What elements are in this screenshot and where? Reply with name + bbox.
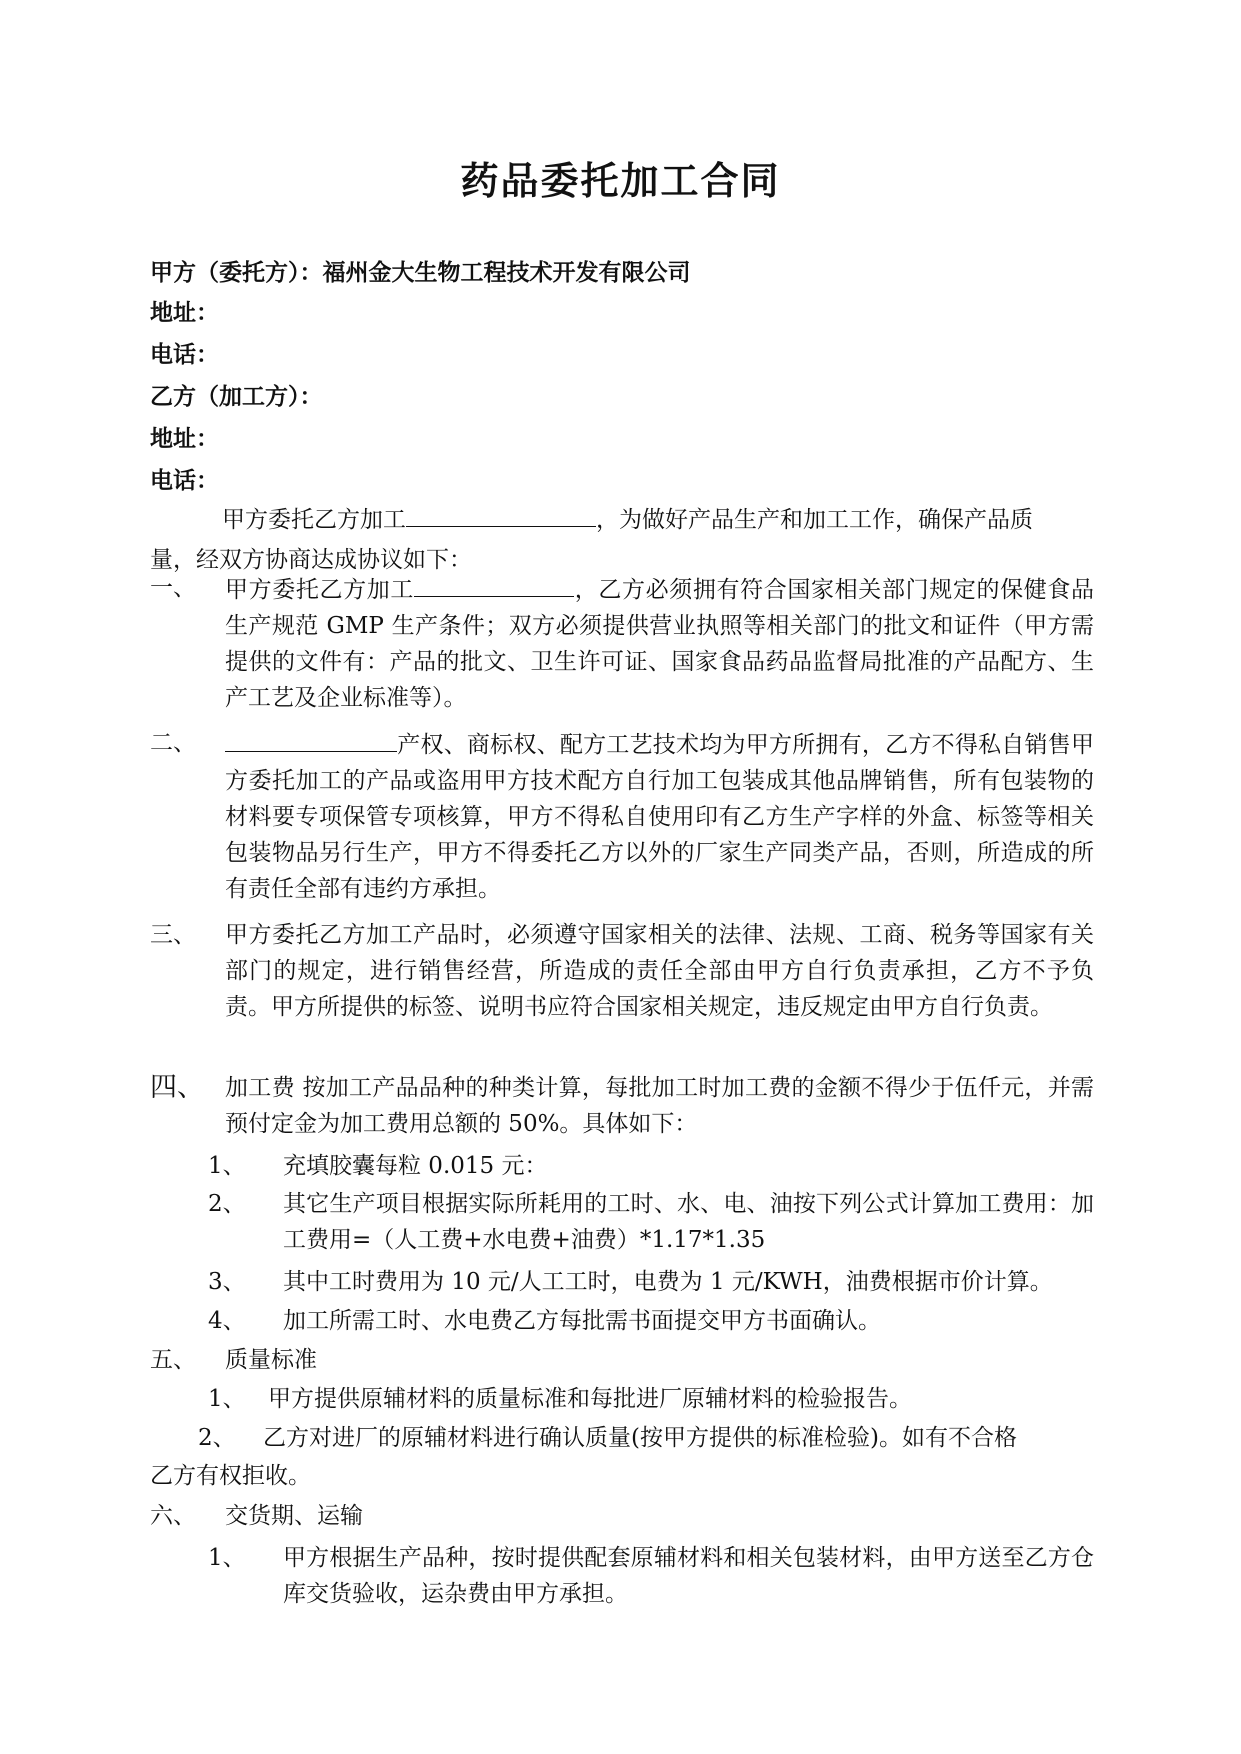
fee-item-1 bbox=[208, 1148, 1094, 1184]
article-text: 交货期、运输 bbox=[225, 1503, 363, 1529]
item-text: 加工所需工时、水电费乙方每批需书面提交甲方书面确认。 bbox=[283, 1308, 881, 1334]
article-text: 加工费 按加工产品品种的种类计算，每批加工时加工费的金额不得少于伍仟元，并需预付定金为加工费用总额的 50%。具体如下： bbox=[225, 1075, 1094, 1137]
item-text: 甲方根据生产品种，按时提供配套原辅材料和相关包装材料，由甲方送至乙方仓库交货验收，运杂费由甲方承担。 bbox=[283, 1545, 1094, 1607]
item-number: 1、 bbox=[208, 1153, 246, 1179]
article-number: 五、 bbox=[150, 1347, 196, 1373]
fee-item-3 bbox=[208, 1264, 1094, 1300]
item-text: 甲方提供原辅材料的质量标准和每批进厂原辅材料的检验报告。 bbox=[268, 1386, 912, 1412]
article-6 bbox=[150, 1498, 1094, 1534]
item-text: 乙方有权拒收。 bbox=[150, 1463, 311, 1489]
article-1 bbox=[150, 570, 1094, 716]
article-number: 三、 bbox=[150, 922, 196, 948]
fee-item-2 bbox=[208, 1186, 1094, 1258]
article-number: 六、 bbox=[150, 1503, 196, 1529]
article-3 bbox=[150, 917, 1094, 1025]
article-number: 一、 bbox=[150, 575, 196, 601]
intro-paragraph bbox=[150, 500, 1094, 580]
article-5 bbox=[150, 1342, 1094, 1378]
quality-item-1 bbox=[208, 1381, 1094, 1417]
item-number: 2、 bbox=[198, 1425, 236, 1451]
quality-item-2-continued bbox=[150, 1458, 1094, 1494]
article-1-product-blank[interactable] bbox=[414, 570, 574, 597]
article-text: ，乙方必须拥有符合国家相关部门规定的保健食品生产规范 GMP 生产条件；双方必须提供营业执照等相关部门的批文和证件（甲方需提供的文件有：产品的批文、卫生许可证、国家食品药品监督局批准的产品配方、生产工艺及企业标准等）。 bbox=[225, 577, 1095, 711]
item-number: 3、 bbox=[208, 1269, 246, 1295]
item-text: 其中工时费用为 10 元/人工工时，电费为 1 元/KWH，油费根据市价计算。 bbox=[283, 1269, 1053, 1295]
item-number: 2、 bbox=[208, 1191, 246, 1217]
article-1-prefix: 甲方委托乙方加工 bbox=[225, 577, 415, 603]
article-text: 质量标准 bbox=[225, 1347, 317, 1373]
document-title: 药品委托加工合同 bbox=[460, 159, 781, 203]
item-text: 充填胶囊每粒 0.015 元： bbox=[283, 1153, 548, 1179]
article-number: 四、 bbox=[150, 1072, 204, 1103]
party-a-phone: 电话： bbox=[150, 341, 219, 368]
article-number: 二、 bbox=[150, 730, 196, 756]
item-number: 4、 bbox=[208, 1308, 246, 1334]
article-4 bbox=[150, 1070, 1094, 1142]
article-2 bbox=[150, 725, 1094, 907]
party-b-label: 乙方（加工方）： bbox=[150, 383, 323, 410]
quality-item-2 bbox=[198, 1420, 1094, 1456]
intro-text-1: 甲方委托乙方加工 bbox=[222, 507, 406, 533]
fee-item-4 bbox=[208, 1303, 1094, 1339]
article-2-product-blank[interactable] bbox=[225, 725, 397, 752]
party-a-label: 甲方（委托方）：福州金大生物工程技术开发有限公司 bbox=[150, 259, 691, 286]
intro-line-1 bbox=[150, 500, 1094, 540]
intro-text-2: ，为做好产品生产和加工工作，确保产品质 bbox=[596, 507, 1033, 533]
item-text: 乙方对进厂的原辅材料进行确认质量(按甲方提供的标准检验)。如有不合格 bbox=[263, 1425, 1017, 1451]
party-b-address: 地址： bbox=[150, 425, 219, 452]
item-number: 1、 bbox=[208, 1545, 246, 1571]
party-a-address: 地址： bbox=[150, 299, 219, 326]
intro-line-2: 量，经双方协商达成协议如下： bbox=[150, 547, 472, 573]
article-text: 产权、商标权、配方工艺技术均为甲方所拥有，乙方不得私自销售甲方委托加工的产品或盗用甲方技术配方自行加工包装成其他品牌销售，所有包装物的材料要专项保管专项核算，甲方不得私自使用印有乙方生产字样的外盒、标签等相关包装物品另行生产，甲方不得委托乙方以外的厂家生产同类产品，否则，所造成的所有责任全部有违约方承担。 bbox=[225, 732, 1094, 902]
item-text: 其它生产项目根据实际所耗用的工时、水、电、油按下列公式计算加工费用：加工费用=（人工费+水电费+油费）*1.17*1.35 bbox=[283, 1191, 1094, 1253]
product-name-blank[interactable] bbox=[406, 500, 596, 527]
party-b-phone: 电话： bbox=[150, 467, 219, 494]
item-number: 1、 bbox=[208, 1386, 246, 1412]
article-text: 甲方委托乙方加工产品时，必须遵守国家相关的法律、法规、工商、税务等国家有关部门的规定，进行销售经营，所造成的责任全部由甲方自行负责承担，乙方不予负责。甲方所提供的标签、说明书应符合国家相关规定，违反规定由甲方自行负责。 bbox=[225, 922, 1094, 1020]
delivery-item-1 bbox=[208, 1540, 1094, 1612]
